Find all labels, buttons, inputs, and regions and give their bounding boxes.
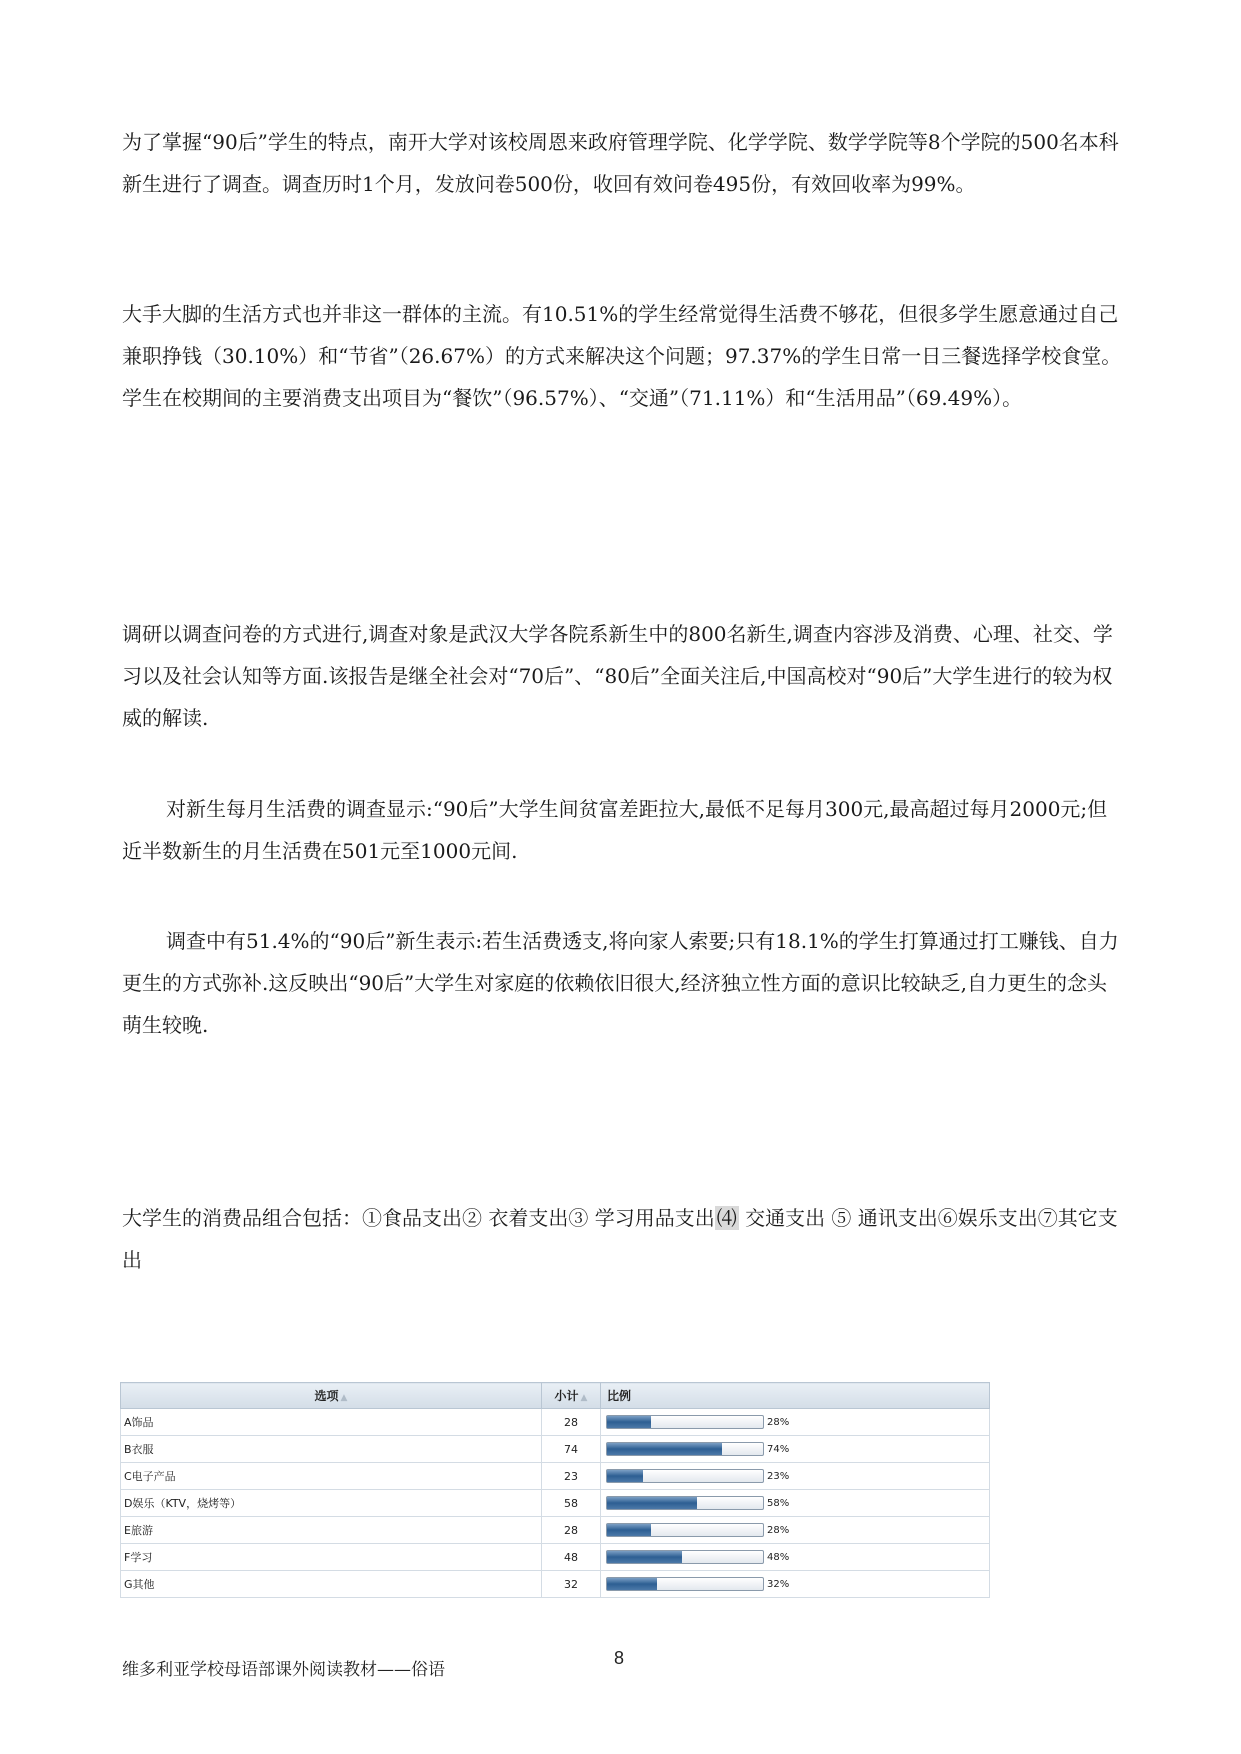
ratio-label: 74% [767,1443,790,1455]
table-row [121,1490,990,1517]
ratio-bar [606,1469,764,1483]
column-header-option-label: 选项 [314,1389,339,1403]
ratio-label: 28% [767,1416,790,1428]
page-number: 8 [614,1648,625,1668]
survey-results-table [120,1382,990,1598]
row-option: G其他 [121,1571,542,1598]
row-ratio [601,1409,990,1436]
ratio-label: 58% [767,1497,790,1509]
table-row [121,1463,990,1490]
paragraph-living-expenses: 对新生每月生活费的调查显示:“90后”大学生间贫富差距拉大,最低不足每月300元,最高超过每月2000元;但近半数新生的月生活费在501元至1000元间. [122,797,1108,863]
column-header-option[interactable] [121,1383,542,1409]
table-row [121,1571,990,1598]
ratio-label: 23% [767,1470,790,1482]
consumption-list-end: 交通支出 ⑤ 通讯支出⑥娱乐支出⑦其它支出 [122,1206,1118,1272]
row-count: 32 [542,1571,601,1598]
consumption-list-start: 大学生的消费品组合包括：①食品支出② 衣着支出③ 学习用品支出 [122,1206,715,1230]
row-ratio [601,1463,990,1490]
row-count: 28 [542,1517,601,1544]
ratio-bar-fill [607,1524,651,1536]
column-header-count[interactable] [542,1383,601,1409]
paragraph-spending-habits: 大手大脚的生活方式也并非这一群体的主流。有10.51%的学生经常觉得生活费不够花，但很多学生愿意通过自己兼职挣钱（30.10%）和“节省”（26.67%）的方式来解决这个问题；97.37%的学生日常一日三餐选择学校食堂。学生在校期间的主要消费支出项目为“餐饮”（96.57%）、“交通”（71.11%）和“生活用品”（69.49%）。 [122,302,1122,410]
ratio-bar-fill [607,1416,651,1428]
ratio-bar [606,1415,764,1429]
table-header-row [121,1383,990,1409]
footer-text: 维多利亚学校母语部课外阅读教材——俗语 [122,1660,445,1680]
ratio-bar-fill [607,1497,697,1509]
paragraph-family-dependence: 调查中有51.4%的“90后”新生表示:若生活费透支,将向家人索要;只有18.1%的学生打算通过打工赚钱、自力更生的方式弥补.这反映出“90后”大学生对家庭的依赖依旧很大,经济独立性方面的意识比较缺乏,自力更生的念头萌生较晚. [122,929,1119,1037]
table-row [121,1436,990,1463]
row-count: 74 [542,1436,601,1463]
column-header-ratio: 比例 [601,1383,990,1409]
sort-arrow-icon: ▲ [340,1393,348,1403]
highlighted-item-marker: ⑷ [716,1206,737,1230]
ratio-bar-fill [607,1551,682,1563]
row-option: E旅游 [121,1517,542,1544]
table-body [121,1409,990,1598]
row-option: D娱乐（KTV，烧烤等） [121,1490,542,1517]
row-ratio [601,1571,990,1598]
row-option: F学习 [121,1544,542,1571]
row-option: B衣服 [121,1436,542,1463]
ratio-label: 28% [767,1524,790,1536]
ratio-bar [606,1442,764,1456]
row-count: 23 [542,1463,601,1490]
sort-arrow-icon: ▲ [580,1393,588,1403]
ratio-bar-fill [607,1578,657,1590]
row-option: A饰品 [121,1409,542,1436]
ratio-bar-fill [607,1443,722,1455]
row-ratio [601,1436,990,1463]
consumption-list [122,1197,1122,1281]
table-row [121,1544,990,1571]
row-count: 48 [542,1544,601,1571]
row-option: C电子产品 [121,1463,542,1490]
row-count: 58 [542,1490,601,1517]
ratio-bar [606,1577,764,1591]
table-row [121,1409,990,1436]
ratio-bar [606,1550,764,1564]
column-header-count-label: 小计 [554,1389,579,1403]
paragraph-wuhan-survey: 调研以调查问卷的方式进行,调查对象是武汉大学各院系新生中的800名新生,调查内容涉及消费、心理、社交、学习以及社会认知等方面.该报告是继全社会对“70后”、“80后”全面关注后,中国高校对“90后”大学生进行的较为权威的解读. [122,622,1113,730]
ratio-bar [606,1496,764,1510]
row-count: 28 [542,1409,601,1436]
row-ratio [601,1544,990,1571]
ratio-bar [606,1523,764,1537]
paragraph-nankai-survey: 为了掌握“90后”学生的特点，南开大学对该校周恩来政府管理学院、化学学院、数学学院等8个学院的500名本科新生进行了调查。调查历时1个月，发放问卷500份，收回有效问卷495份，有效回收率为99%。 [122,130,1119,196]
row-ratio [601,1517,990,1544]
ratio-bar-fill [607,1470,643,1482]
ratio-label: 32% [767,1578,790,1590]
ratio-label: 48% [767,1551,790,1563]
row-ratio [601,1490,990,1517]
table-row [121,1517,990,1544]
